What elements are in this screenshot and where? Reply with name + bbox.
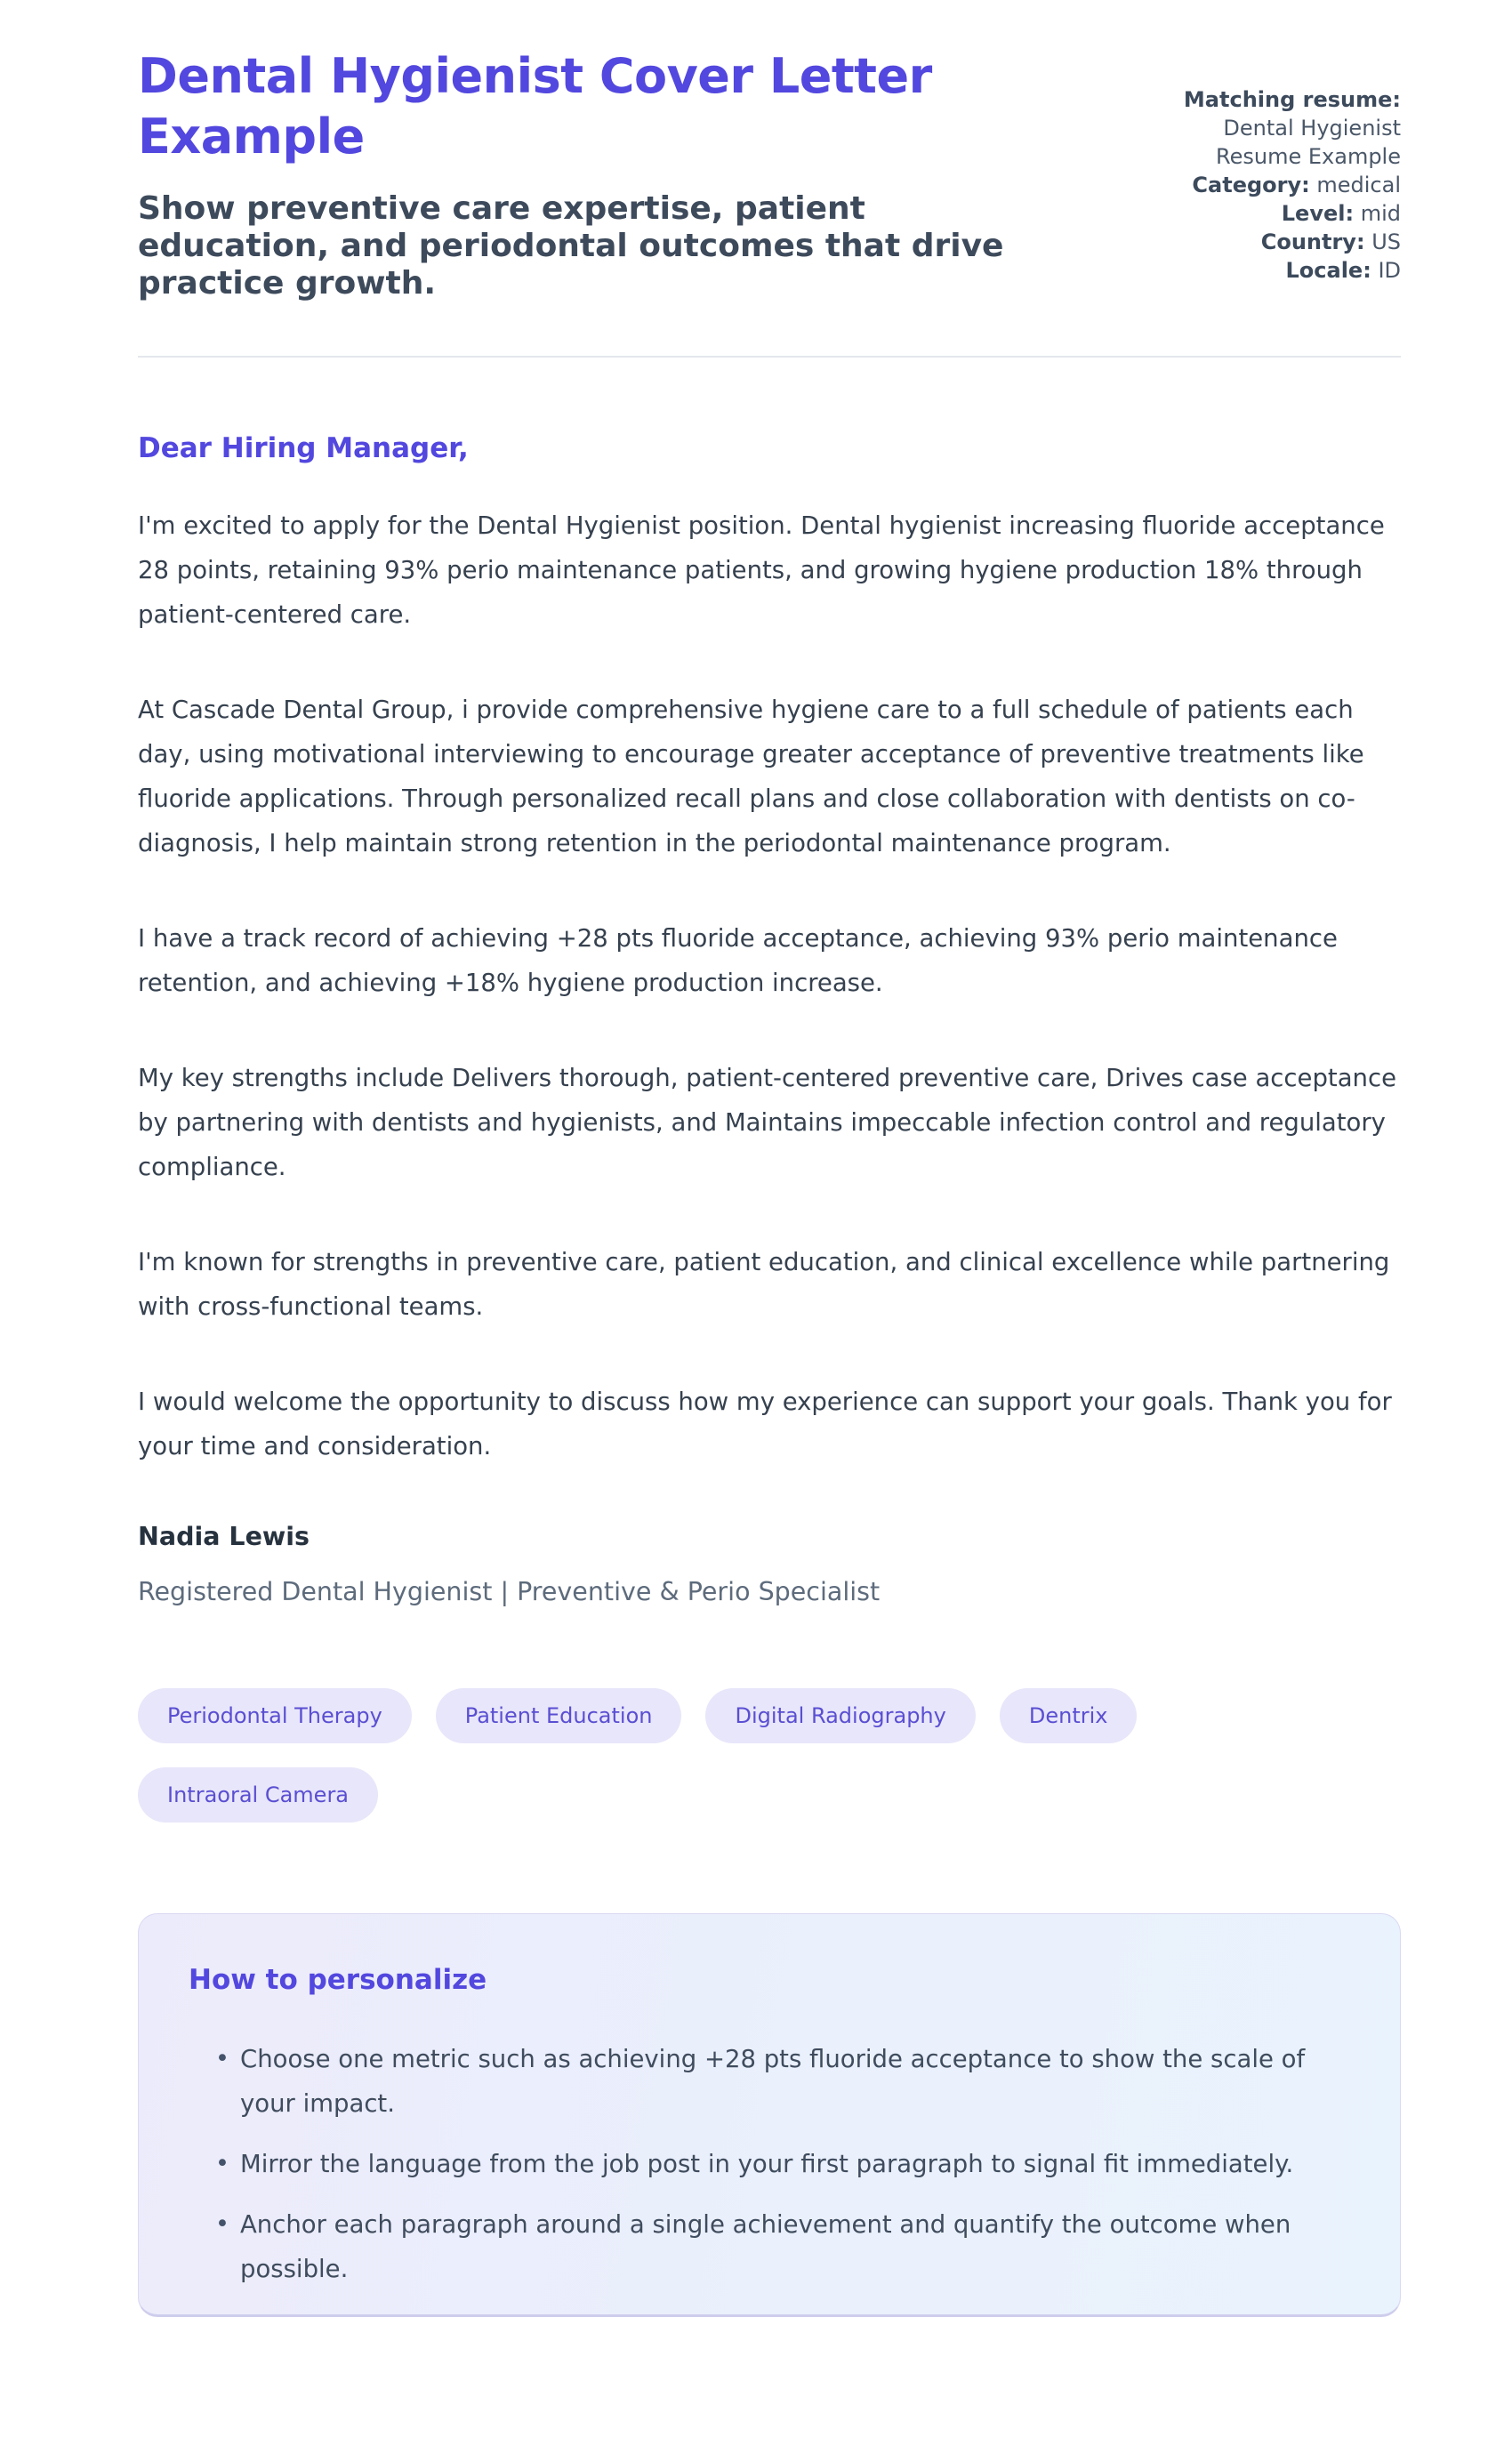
personalization-tips-callout [138,1913,1401,2317]
tips-list [189,2037,1350,2291]
letter-paragraphs [138,503,1401,1468]
skill-tag: Patient Education [436,1688,682,1743]
signature-role: Registered Dental Hygienist | Preventive & Perio Specialist [138,1577,881,1606]
header [138,46,1401,358]
skill-tag: Periodontal Therapy [138,1688,412,1743]
meta-category-label: Category: [1192,173,1310,197]
signature-name: Nadia Lewis [138,1522,310,1551]
meta-matching-resume [1134,85,1401,171]
skill-tag: Dentrix [1000,1688,1138,1743]
meta-country-value: US [1371,229,1401,254]
meta-level-value: mid [1360,201,1401,226]
meta-matching-resume-label: Matching resume: [1183,87,1401,112]
letter-paragraph: At Cascade Dental Group, i provide comprehensive hygiene care to a full schedule of patients each day, using motivational interviewing to encourage greater acceptance of preventive treatments like fluoride applications. Through personalized recall plans and close collaboration with dentists on co-diagnosis, I help maintain strong retention in the periodontal maintenance program. [138,696,1364,857]
letter-paragraph: I would welcome the opportunity to discuss how my experience can support your goals. Thank you for your time and consideration. [138,1388,1392,1460]
meta-matching-resume-value: Dental Hygienist Resume Example [1216,116,1401,169]
tip-item: • Anchor each paragraph around a single achievement and quantify the outcome when possible. [215,2202,1350,2291]
meta-level-label: Level: [1281,201,1355,226]
page-subtitle: Show preventive care expertise, patient education, and periodontal outcomes that drive practice growth. [138,190,1004,302]
meta-locale-value: ID [1378,258,1401,283]
letter-greeting: Dear Hiring Manager, [138,432,469,464]
letter-paragraph: I have a track record of achieving +28 pts fluoride acceptance, achieving 93% perio maintenance retention, and achieving +18% hygiene production increase. [138,924,1338,997]
skill-tags [138,1688,1401,1822]
meta-locale-label: Locale: [1285,258,1371,283]
signature-block [138,1519,1401,1610]
resume-meta-panel [1134,85,1401,285]
letter-paragraph: My key strengths include Delivers thorough, patient-centered preventive care, Drives case acceptance by partnering with dentists and hygienists, and Maintains impeccable infection control and regulatory compliance. [138,1064,1397,1181]
meta-country-label: Country: [1260,229,1365,254]
tips-title: How to personalize [189,1964,487,1996]
meta-level [1134,199,1401,228]
tip-item: • Mirror the language from the job post in your first paragraph to signal fit immediately. [215,2142,1350,2186]
skill-tag: Digital Radiography [705,1688,975,1743]
meta-country [1134,228,1401,256]
meta-locale [1134,256,1401,285]
letter-paragraph: I'm known for strengths in preventive care, patient education, and clinical excellence while partnering with cross-functional teams. [138,1248,1390,1321]
skill-tag: Intraoral Camera [138,1767,378,1822]
letter-paragraph: I'm excited to apply for the Dental Hygienist position. Dental hygienist increasing fluoride acceptance 28 points, retaining 93% perio maintenance patients, and growing hygiene production 18% through patient-centered care. [138,511,1385,629]
page-title: Dental Hygienist Cover Letter Example [138,48,932,165]
meta-category [1134,171,1401,199]
letter-body [138,430,1401,2317]
header-title-block [138,46,1036,302]
meta-category-value: medical [1316,173,1401,197]
tip-item: • Choose one metric such as achieving +28 pts fluoride acceptance to show the scale of your impact. [215,2037,1350,2126]
